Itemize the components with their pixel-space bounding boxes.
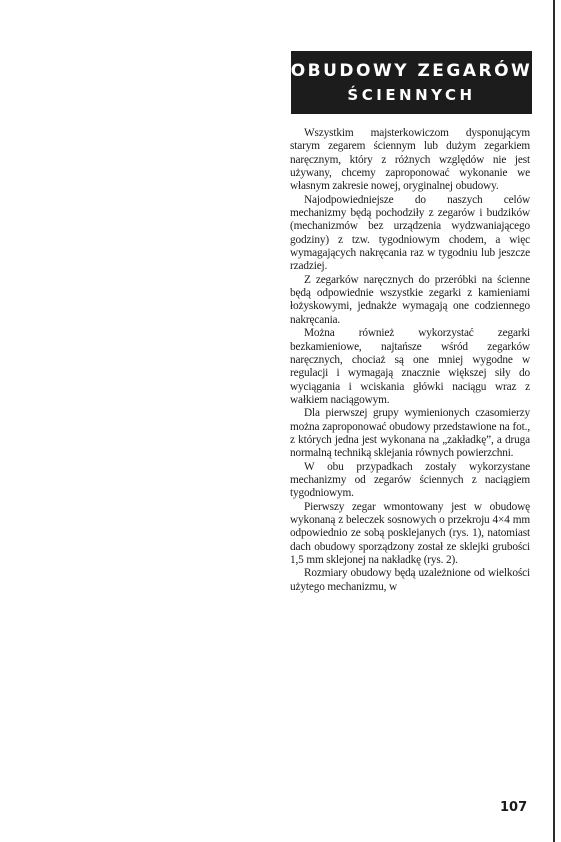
paragraph: Wszystkim majsterkowiczom dysponującym starym zegarem ściennym lub dużym zegarkiem naręcznym, który z różnych względów nie jest używany, chcemy zaproponować wykonanie we własnym zakresie nowej, oryginalnej obudowy.: [290, 127, 530, 193]
page-edge-line: [553, 0, 555, 842]
article-title-box: [291, 51, 532, 114]
article-text-column: [290, 127, 530, 594]
article-title-line-2: ŚCIENNYCH: [347, 85, 476, 104]
paragraph: Najodpowiedniejsze do naszych celów mechanizmy będą pochodziły z zegarów i budzików (mechanizmów bez urządzenia wydzwaniającego godziny) z tzw. tygodniowym chodem, a więc wymagających nakręcania raz w tygodniu lub jeszcze rzadziej.: [290, 193, 530, 273]
paragraph: Można również wykorzystać zegarki bezkamieniowe, najtańsze wśród zegarków naręcznych, chociaż są one mniej wygodne w regulacji i wymagają znacznie większej siły do wyciągania i wciskania główki naciągu wraz z wałkiem naciągowym.: [290, 327, 530, 406]
paragraph: Dla pierwszej grupy wymienionych czasomierzy można zaproponować obudowy przedstawione na fot., z których jedna jest wykonana na „zakładkę”, a druga normalną techniką sklejania równych powierzchni.: [290, 407, 530, 460]
paragraph: W obu przypadkach zostały wykorzystane mechanizmy od zegarów ściennych z naciągiem tygodniowym.: [290, 460, 530, 500]
paragraph: Pierwszy zegar wmontowany jest w obudowę wykonaną z beleczek sosnowych o przekroju 4×4 mm odpowiednio ze sobą posklejanych (rys. 1), natomiast dach obudowy sporządzony został ze sklejki grubości 1,5 mm sklejonej na nakładkę (rys. 2).: [290, 500, 530, 566]
article-title-line-1: OBUDOWY ZEGARÓW: [290, 60, 533, 81]
paragraph: Rozmiary obudowy będą uzależnione od wielkości użytego mechanizmu, w: [290, 567, 530, 593]
page-number: 107: [500, 800, 528, 815]
paragraph: Z zegarków naręcznych do przeróbki na ścienne będą odpowiednie wszystkie zegarki z kamieniami łożyskowymi, jednakże wymagają one codziennego nakręcania.: [290, 273, 530, 326]
